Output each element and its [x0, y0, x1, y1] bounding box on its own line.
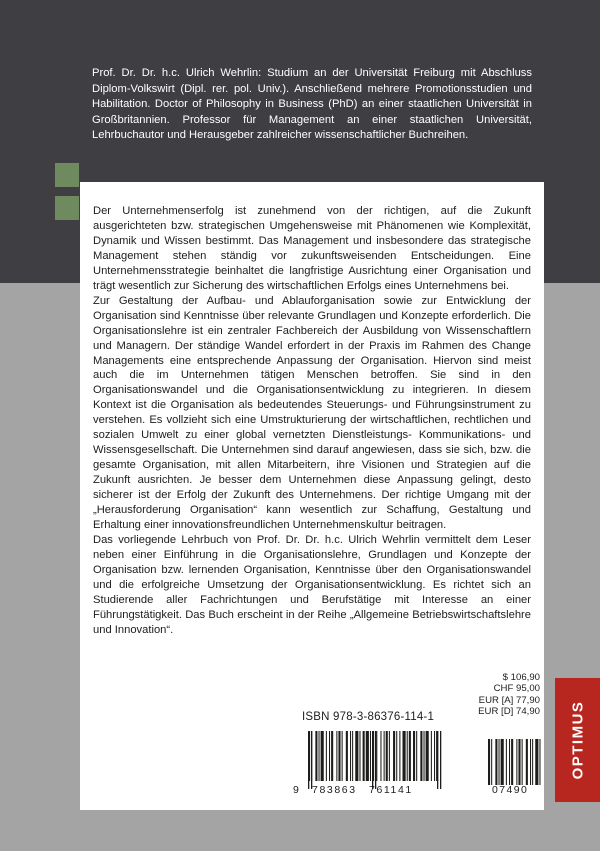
blurb-paragraph-1: Der Unternehmenserfolg ist zunehmend von der richtigen, auf die Zukunft ausgerichteten bzw. strategischen Umgehensweise mit Phänomenen wie Komplexität, Dynamik und Wissen bestimmt. Das Management und insbesondere das strategische Management stehen ständig vor zukunftsweisenden Entscheidungen. Eine Unternehmensstrategie beinhaltet die langfristige Ausrichtung einer Organisation und trägt wesentlich zur Sicherung des wirtschaftlichen Erfolgs eines Unternehmens bei.: [93, 205, 531, 292]
green-accent-square-top: [55, 163, 79, 187]
green-accent-square-bottom: [55, 196, 79, 220]
barcode-digit-first: 9: [293, 784, 299, 796]
barcode-digits-left: 783863: [312, 784, 357, 796]
blurb-paragraph-2: Zur Gestaltung der Aufbau- und Ablauforganisation sowie zur Entwicklung der Organisation sind Kenntnisse über relevante Grundlagen und Konzepte erforderlich. Die Organisationslehre ist ein zentraler Fachbereich der Ausbildung von Wissenschaftlern und Managern. Der ständige Wandel erfordert in der Praxis im Rahmen des Change Managements eine entsprechende Anpassung der Organisation. Hiervon sind meist auch die im Unternehmen tätigen Menschen betroffen. Sie sind in den Organisationswandel und die Organisationsentwicklung zu integrieren. In diesem Kontext ist die Organisation als bedeutendes Steuerungs- und Führungsinstrument zu verstehen. Es vollzieht sich eine Umstrukturierung der wirtschaftlichen, rechtlichen und sozialen Umwelt zu einer global vernetzten Dienstleistungs- Kommunikations- und Wissensgesellschaft. Die Unternehmen sind darauf angewiesen, dass sie sich, bzw. die gesamte Organisation, mit allen Mitarbeitern, ihre Visionen und Strategien auf die Zukunft ausrichten. Je besser dem Unternehmen diese Anpassung gelingt, desto sicherer ist der Erfolg der Zukunft des Unternehmens. Der richtige Umgang mit der „Herausforderung Organisation“ kann wesentlich zur Schaffung, Gestaltung und Erhaltung einer innovationsfreundlichen Unternehmenskultur beitragen.: [93, 294, 531, 532]
price-chf: CHF 95,00: [493, 683, 540, 695]
price-list: [470, 672, 540, 718]
blurb-paragraph-3: Das vorliegende Lehrbuch von Prof. Dr. Dr. h.c. Ulrich Wehrlin vermittelt dem Leser neben einer Einführung in die Organisationslehre, Grundlagen und Konzepte der Organisation bzw. lernenden Organisation, Kenntnisse über den Organisationswandel und die erfolgreiche Umsetzung der Organisationsentwicklung. Es richtet sich an Studierende aller Fachrichtungen und Berufstätige mit Interesse an einer Führungstätigkeit. Das Buch erscheint in der Reihe „Allgemeine Betriebswirtschaftslehre und Innovation“.: [93, 533, 531, 636]
publisher-name: OPTIMUS: [569, 700, 586, 780]
price-eur-d: EUR [D] 74,90: [478, 706, 540, 718]
price-eur-a: EUR [A] 77,90: [478, 694, 540, 706]
isbn-label: ISBN 978-3-86376-114-1: [302, 711, 435, 723]
book-blurb: [93, 204, 531, 638]
price-usd: $ 106,90: [502, 672, 540, 683]
publisher-tab: [555, 678, 600, 802]
author-bio: Prof. Dr. Dr. h.c. Ulrich Wehrlin: Studium an der Universität Freiburg mit Abschluss Diplom-Volkswirt (Dipl. rer. pol. Univ.). Anschließend mehrere Promotionsstudien und Habilitation. Doctor of Philosophy in Business (PhD) an einer staatlichen Universität in Großbritannien. Professor für Management an einer staatlichen Universität, Lehrbuchautor und Herausgeber zahlreicher wissenschaftlicher Buchreihen.: [92, 67, 532, 142]
barcode-digits-addon: 07490: [492, 784, 529, 796]
barcode-digits-right: 761141: [369, 784, 413, 796]
